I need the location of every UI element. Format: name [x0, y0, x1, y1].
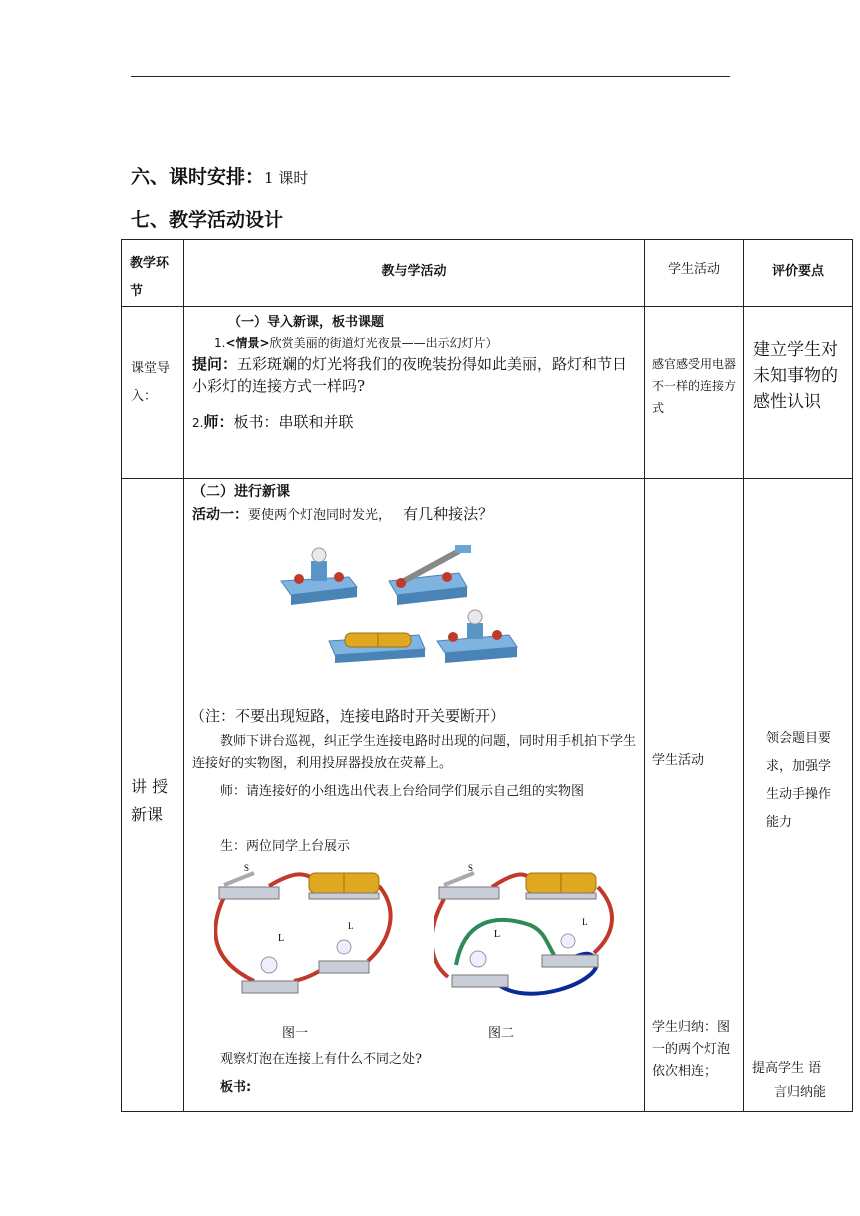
cell-activity-intro: [184, 307, 645, 479]
header-cell-stage: 教学环节: [122, 240, 184, 307]
activity-one: 活动一：要使两个灯泡同时发光， 有几种接法？: [192, 505, 494, 523]
header-cell-eval: 评价要点: [744, 240, 853, 307]
new-lesson-heading: （二）进行新课: [192, 484, 290, 500]
intro-line2: 2.师：板书：串联和并联: [192, 413, 354, 431]
figure-two-caption: 图二: [488, 1026, 515, 1041]
activity-table: [121, 239, 853, 1112]
teacher-paragraph: 教师下讲台巡视，纠正学生连接电路时出现的问题，同时用手机拍下学生连接好的实物图，利用投屏器投放在荧幕上。: [192, 734, 637, 771]
student-activity-label: 学生活动: [652, 753, 705, 768]
cell-stage-intro: 课堂导入：: [122, 307, 184, 479]
figure-one-caption: 图一: [282, 1026, 309, 1041]
cell-student-new: [645, 479, 744, 1112]
bulb-holder-image: [281, 548, 357, 605]
battery-image: [329, 633, 425, 663]
intro-question: 提问：五彩斑斓的灯光将我们的夜晚装扮得如此美丽，路灯和节日小彩灯的连接方式一样吗?: [192, 355, 628, 395]
cell-eval-new: [744, 479, 853, 1112]
header-cell-student: 学生活动: [645, 240, 744, 307]
table-row-intro: [122, 307, 853, 479]
circuit-figure-two: [434, 861, 614, 1001]
section-7-heading: 七、教学活动设计: [131, 209, 284, 231]
table-row-new-lesson: [122, 479, 853, 1112]
cell-activity-new: [184, 479, 645, 1112]
eval-language-1: 提高学生 语: [752, 1061, 822, 1076]
cell-student-intro: 感官感受用电器不一样的连接方式: [645, 307, 744, 479]
table-header-row: [122, 240, 853, 307]
bulb-holder-2-image: [437, 610, 517, 663]
header-cell-activity: 教与学活动: [184, 240, 645, 307]
short-circuit-note: （注：不要出现短路，连接电路时开关要断开）: [190, 707, 506, 725]
intro-heading: （一）导入新课，板书课题: [228, 315, 385, 330]
cell-stage-new: 讲 授 新课: [122, 479, 184, 1112]
eval-hands-on: 领会题目要求，加强学生动手操作能力: [766, 731, 832, 830]
switch-image: [389, 545, 471, 605]
intro-line1: 1.<情景>欣赏美丽的街道灯光夜景——出示幻灯片）: [214, 336, 498, 350]
board-label: 板书:: [220, 1080, 252, 1095]
eval-language-2: 言归纳能: [774, 1085, 827, 1100]
circuit-components-illustration: [279, 539, 599, 679]
student-demo-line: 生：两位同学上台展示: [220, 839, 351, 854]
student-summary: 学生归纳：图一的两个灯泡依次相连；: [652, 1020, 731, 1079]
observation-question: 观察灯泡在连接上有什么不同之处?: [220, 1052, 422, 1067]
cell-eval-intro: 建立学生对未知事物的感性认识: [744, 307, 853, 479]
lamp-label-l-2: L: [278, 933, 285, 944]
lamp-label-l-1: L: [348, 921, 354, 931]
section-6-value: 1 课时: [264, 169, 309, 187]
header-rule: [131, 76, 730, 77]
teacher-request-paragraph: 师：请连接好的小组选出代表上台给同学们展示自己组的实物图: [220, 784, 585, 799]
lamp-label-l-3: L: [582, 917, 588, 927]
lamp-label-l-4: L: [494, 929, 501, 940]
section-6-heading: [131, 162, 308, 189]
section-6-title: 六、课时安排：: [131, 166, 265, 188]
circuit-figure-one: [214, 861, 394, 1001]
switch-label-s-2: S: [468, 863, 474, 873]
switch-label-s: S: [244, 863, 250, 873]
